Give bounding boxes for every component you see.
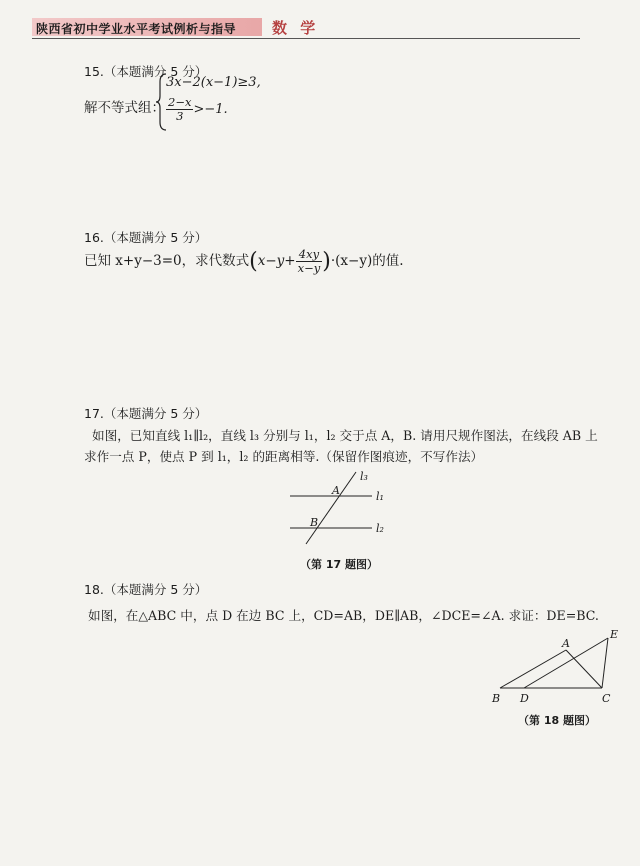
q16-expr-a: x−y+: [257, 253, 296, 270]
header-rule: [32, 38, 580, 39]
q16-part2: ·(x−y)的值.: [330, 253, 404, 270]
q18-figure: [490, 628, 620, 710]
q16-open-paren: (: [249, 249, 258, 275]
q18-caption: （第 18 题图）: [518, 714, 596, 727]
label-point-b: B: [310, 516, 319, 529]
q17-figure: [280, 470, 400, 550]
label-c: C: [602, 692, 611, 705]
label-point-a: A: [332, 484, 340, 497]
q15-inequality-1: 3x−2(x−1)≥3,: [166, 75, 261, 90]
q17-caption: （第 17 题图）: [300, 558, 378, 571]
label-a: A: [562, 637, 570, 650]
q16-fraction: [296, 248, 323, 275]
q18-line-1: 如图，在△ABC 中，点 D 在边 BC 上，CD=AB，DE∥AB，∠DCE=∠A. 求证：DE=BC.: [88, 608, 599, 623]
q16-fraction-den: x−y: [297, 261, 321, 276]
label-l1: l₁: [376, 490, 384, 503]
q15-fraction-num: 2−x: [168, 95, 192, 109]
header-subject: 数 学: [272, 19, 320, 37]
label-l3: l₃: [360, 470, 368, 483]
q17-title: 17.（本题满分 5 分）: [84, 406, 208, 421]
label-d: D: [520, 692, 529, 705]
label-e: E: [610, 628, 619, 641]
label-b: B: [492, 692, 501, 705]
header-title: 陕西省初中学业水平考试例析与指导: [36, 22, 237, 36]
q15-lead: 解不等式组：: [84, 100, 165, 116]
q15-fraction: [166, 96, 193, 123]
line-l3: [306, 472, 356, 544]
q17-line-2: 求作一点 P，使点 P 到 l₁，l₂ 的距离相等.（保留作图痕迹，不写作法）: [84, 449, 484, 464]
q16-part1: 已知 x+y−3=0，求代数式: [84, 253, 250, 270]
q15-fraction-den: 3: [176, 109, 184, 124]
q17-line-1: 如图，已知直线 l₁∥l₂，直线 l₃ 分别与 l₁，l₂ 交于点 A，B. 请用尺规作图法，在线段 AB 上: [92, 428, 598, 443]
q16-fraction-num: 4xy: [296, 248, 323, 262]
page-header: [0, 18, 640, 40]
q16-title: 16.（本题满分 5 分）: [84, 230, 208, 245]
q15-inequality-2-rest: >−1.: [193, 102, 228, 118]
segment-ce: [602, 638, 608, 688]
q18-title: 18.（本题满分 5 分）: [84, 582, 208, 597]
q15-inequality-2: [166, 96, 228, 123]
q16-text: [84, 248, 404, 275]
q15-title: 15.（本题满分 5 分）: [84, 64, 208, 79]
q16-close-paren: ): [322, 249, 331, 275]
segment-ac: [566, 650, 602, 688]
label-l2: l₂: [376, 522, 384, 535]
